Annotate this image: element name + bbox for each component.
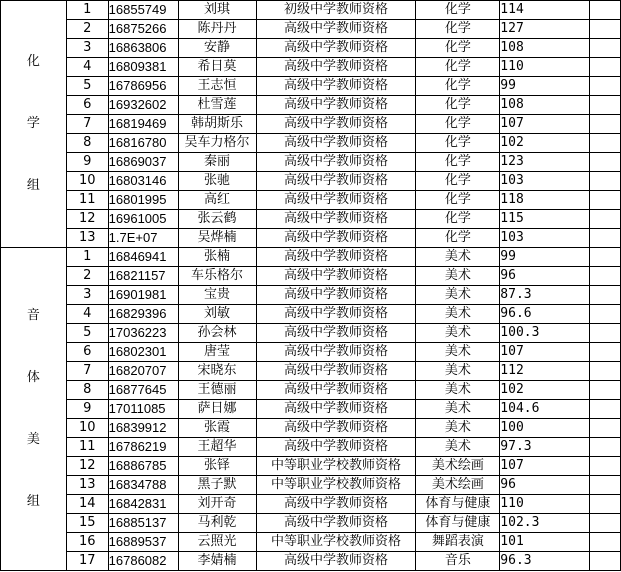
score-cell[interactable]: 104.6 [500, 400, 590, 419]
subject-cell[interactable]: 化学 [416, 58, 500, 77]
row-number-cell[interactable]: 12 [66, 210, 108, 229]
table-row [1, 552, 621, 571]
exam-id-cell[interactable]: 16809381 [108, 58, 178, 77]
table-row [1, 77, 621, 96]
qualification-cell[interactable]: 高级中学教师资格 [256, 20, 416, 39]
table-row [1, 1, 621, 20]
name-cell[interactable]: 唐莹 [178, 343, 256, 362]
empty-cell[interactable] [590, 191, 621, 210]
empty-cell[interactable] [590, 248, 621, 267]
qualification-cell[interactable]: 高级中学教师资格 [256, 267, 416, 286]
empty-cell[interactable] [590, 267, 621, 286]
row-number-cell[interactable]: 3 [66, 286, 108, 305]
table-row [1, 419, 621, 438]
subject-cell[interactable]: 化学 [416, 96, 500, 115]
row-number-cell[interactable]: 6 [66, 343, 108, 362]
exam-id-cell[interactable]: 16820707 [108, 362, 178, 381]
score-cell[interactable]: 103 [500, 172, 590, 191]
qualification-cell[interactable]: 高级中学教师资格 [256, 495, 416, 514]
qualification-cell[interactable]: 高级中学教师资格 [256, 172, 416, 191]
name-cell[interactable]: 秦丽 [178, 153, 256, 172]
table-row [1, 58, 621, 77]
empty-cell[interactable] [590, 210, 621, 229]
row-number-cell[interactable]: 2 [66, 267, 108, 286]
row-number-cell[interactable]: 7 [66, 115, 108, 134]
name-cell[interactable]: 韩胡斯乐 [178, 115, 256, 134]
score-cell[interactable]: 96 [500, 267, 590, 286]
subject-cell[interactable]: 化学 [416, 191, 500, 210]
exam-id-cell[interactable]: 16863806 [108, 39, 178, 58]
subject-cell[interactable]: 体育与健康 [416, 514, 500, 533]
exam-id-cell[interactable]: 16786219 [108, 438, 178, 457]
subject-cell[interactable]: 化学 [416, 115, 500, 134]
subject-cell[interactable]: 化学 [416, 134, 500, 153]
subject-cell[interactable]: 化学 [416, 20, 500, 39]
table-row [1, 286, 621, 305]
score-cell[interactable]: 101 [500, 533, 590, 552]
name-cell[interactable]: 刘敏 [178, 305, 256, 324]
exam-id-cell[interactable]: 16869037 [108, 153, 178, 172]
group-label-char: 学 [26, 116, 40, 131]
name-cell[interactable]: 马利乾 [178, 514, 256, 533]
table-row [1, 39, 621, 58]
exam-id-cell[interactable]: 16801995 [108, 191, 178, 210]
exam-id-cell[interactable]: 16885137 [108, 514, 178, 533]
qualification-cell[interactable]: 高级中学教师资格 [256, 77, 416, 96]
row-number-cell[interactable]: 6 [66, 96, 108, 115]
row-number-cell[interactable]: 14 [66, 495, 108, 514]
score-cell[interactable]: 115 [500, 210, 590, 229]
subject-cell[interactable]: 美术 [416, 362, 500, 381]
qualification-cell[interactable]: 高级中学教师资格 [256, 153, 416, 172]
empty-cell[interactable] [590, 96, 621, 115]
subject-cell[interactable]: 美术绘画 [416, 476, 500, 495]
table-row [1, 457, 621, 476]
exam-id-cell[interactable]: 16877645 [108, 381, 178, 400]
exam-id-cell[interactable]: 16803146 [108, 172, 178, 191]
exam-id-cell[interactable]: 16901981 [108, 286, 178, 305]
row-number-cell[interactable]: 16 [66, 533, 108, 552]
row-number-cell[interactable]: 7 [66, 362, 108, 381]
row-number-cell[interactable]: 5 [66, 324, 108, 343]
score-cell[interactable]: 96 [500, 476, 590, 495]
subject-cell[interactable]: 美术绘画 [416, 457, 500, 476]
score-cell[interactable]: 97.3 [500, 438, 590, 457]
empty-cell[interactable] [590, 476, 621, 495]
row-number-cell[interactable]: 15 [66, 514, 108, 533]
name-cell[interactable]: 王德丽 [178, 381, 256, 400]
qualification-cell[interactable]: 高级中学教师资格 [256, 58, 416, 77]
name-cell[interactable]: 刘琪 [178, 1, 256, 20]
table-row [1, 476, 621, 495]
empty-cell[interactable] [590, 134, 621, 153]
qualification-cell[interactable]: 中等职业学校教师资格 [256, 533, 416, 552]
row-number-cell[interactable]: 10 [66, 172, 108, 191]
table-row [1, 533, 621, 552]
group-label [1, 1, 67, 248]
empty-cell[interactable] [590, 362, 621, 381]
exam-id-cell[interactable]: 16819469 [108, 115, 178, 134]
empty-cell[interactable] [590, 552, 621, 571]
score-cell[interactable]: 107 [500, 115, 590, 134]
subject-cell[interactable]: 美术 [416, 343, 500, 362]
empty-cell[interactable] [590, 381, 621, 400]
table-row [1, 229, 621, 248]
exam-id-cell[interactable]: 1.7E+07 [108, 229, 178, 248]
exam-id-cell[interactable]: 16839912 [108, 419, 178, 438]
table-row [1, 115, 621, 134]
table-row [1, 267, 621, 286]
table-row [1, 134, 621, 153]
score-cell[interactable]: 110 [500, 58, 590, 77]
subject-cell[interactable]: 化学 [416, 77, 500, 96]
table-row [1, 400, 621, 419]
qualification-cell[interactable]: 高级中学教师资格 [256, 514, 416, 533]
table-row [1, 324, 621, 343]
name-cell[interactable]: 刘开奇 [178, 495, 256, 514]
name-cell[interactable]: 希日莫 [178, 58, 256, 77]
empty-cell[interactable] [590, 229, 621, 248]
subject-cell[interactable]: 美术 [416, 438, 500, 457]
empty-cell[interactable] [590, 286, 621, 305]
table-row [1, 20, 621, 39]
exam-id-cell[interactable]: 16829396 [108, 305, 178, 324]
table-row [1, 514, 621, 533]
name-cell[interactable]: 张楠 [178, 248, 256, 267]
empty-cell[interactable] [590, 20, 621, 39]
name-cell[interactable]: 张驰 [178, 172, 256, 191]
qualification-cell[interactable]: 中等职业学校教师资格 [256, 457, 416, 476]
qualification-cell[interactable]: 高级中学教师资格 [256, 134, 416, 153]
qualification-cell[interactable]: 高级中学教师资格 [256, 210, 416, 229]
qualification-cell[interactable]: 中等职业学校教师资格 [256, 476, 416, 495]
name-cell[interactable]: 张云鹤 [178, 210, 256, 229]
row-number-cell[interactable]: 5 [66, 77, 108, 96]
row-number-cell[interactable]: 3 [66, 39, 108, 58]
row-number-cell[interactable]: 1 [66, 248, 108, 267]
exam-id-cell[interactable]: 16932602 [108, 96, 178, 115]
table-row [1, 248, 621, 267]
table-row [1, 381, 621, 400]
exam-id-cell[interactable]: 16886785 [108, 457, 178, 476]
table-row [1, 305, 621, 324]
table-row [1, 362, 621, 381]
exam-id-cell[interactable]: 16889537 [108, 533, 178, 552]
score-cell[interactable]: 123 [500, 153, 590, 172]
row-number-cell[interactable]: 1 [66, 1, 108, 20]
score-cell[interactable]: 100 [500, 419, 590, 438]
row-number-cell[interactable]: 4 [66, 58, 108, 77]
name-cell[interactable]: 萨日娜 [178, 400, 256, 419]
row-number-cell[interactable]: 10 [66, 419, 108, 438]
qualification-cell[interactable]: 高级中学教师资格 [256, 438, 416, 457]
table-row [1, 210, 621, 229]
empty-cell[interactable] [590, 495, 621, 514]
score-cell[interactable]: 102.3 [500, 514, 590, 533]
empty-cell[interactable] [590, 1, 621, 20]
name-cell[interactable]: 吴车力格尔 [178, 134, 256, 153]
score-cell[interactable]: 100.3 [500, 324, 590, 343]
empty-cell[interactable] [590, 438, 621, 457]
qualification-cell[interactable]: 高级中学教师资格 [256, 96, 416, 115]
empty-cell[interactable] [590, 419, 621, 438]
score-cell[interactable]: 112 [500, 362, 590, 381]
name-cell[interactable]: 安静 [178, 39, 256, 58]
score-cell[interactable]: 102 [500, 381, 590, 400]
qualification-cell[interactable]: 高级中学教师资格 [256, 552, 416, 571]
score-cell[interactable]: 87.3 [500, 286, 590, 305]
group-label-char: 组 [26, 178, 40, 193]
name-cell[interactable]: 车乐格尔 [178, 267, 256, 286]
subject-cell[interactable]: 化学 [416, 229, 500, 248]
subject-cell[interactable]: 化学 [416, 210, 500, 229]
group-label-char: 音 [26, 308, 40, 323]
qualification-cell[interactable]: 高级中学教师资格 [256, 191, 416, 210]
qualification-cell[interactable]: 高级中学教师资格 [256, 286, 416, 305]
group-label-char: 化 [26, 54, 40, 69]
empty-cell[interactable] [590, 58, 621, 77]
row-number-cell[interactable]: 8 [66, 381, 108, 400]
qualification-cell[interactable]: 高级中学教师资格 [256, 305, 416, 324]
empty-cell[interactable] [590, 153, 621, 172]
name-cell[interactable]: 宝贵 [178, 286, 256, 305]
exam-id-cell[interactable]: 16855749 [108, 1, 178, 20]
row-number-cell[interactable]: 11 [66, 438, 108, 457]
qualification-cell[interactable]: 高级中学教师资格 [256, 343, 416, 362]
table-row [1, 172, 621, 191]
name-cell[interactable]: 黑子默 [178, 476, 256, 495]
empty-cell[interactable] [590, 39, 621, 58]
name-cell[interactable]: 吴烨楠 [178, 229, 256, 248]
row-number-cell[interactable]: 8 [66, 134, 108, 153]
qualification-cell[interactable]: 高级中学教师资格 [256, 400, 416, 419]
row-number-cell[interactable]: 13 [66, 229, 108, 248]
subject-cell[interactable]: 美术 [416, 286, 500, 305]
score-cell[interactable]: 96.6 [500, 305, 590, 324]
table-row [1, 191, 621, 210]
table-row [1, 495, 621, 514]
score-cell[interactable]: 103 [500, 229, 590, 248]
empty-cell[interactable] [590, 324, 621, 343]
exam-id-cell[interactable]: 16816780 [108, 134, 178, 153]
exam-id-cell[interactable]: 16961005 [108, 210, 178, 229]
table-row [1, 438, 621, 457]
row-number-cell[interactable]: 17 [66, 552, 108, 571]
empty-cell[interactable] [590, 533, 621, 552]
subject-cell[interactable]: 美术 [416, 267, 500, 286]
empty-cell[interactable] [590, 400, 621, 419]
qualification-cell[interactable]: 高级中学教师资格 [256, 362, 416, 381]
empty-cell[interactable] [590, 172, 621, 191]
empty-cell[interactable] [590, 305, 621, 324]
exam-id-cell[interactable]: 16842831 [108, 495, 178, 514]
table-row [1, 153, 621, 172]
name-cell[interactable]: 高红 [178, 191, 256, 210]
name-cell[interactable]: 陈丹丹 [178, 20, 256, 39]
name-cell[interactable]: 杜雪莲 [178, 96, 256, 115]
subject-cell[interactable]: 体育与健康 [416, 495, 500, 514]
exam-id-cell[interactable]: 16802301 [108, 343, 178, 362]
qualification-cell[interactable]: 高级中学教师资格 [256, 381, 416, 400]
score-cell[interactable]: 107 [500, 343, 590, 362]
qualification-cell[interactable]: 高级中学教师资格 [256, 419, 416, 438]
qualification-cell[interactable]: 高级中学教师资格 [256, 39, 416, 58]
name-cell[interactable]: 张铎 [178, 457, 256, 476]
empty-cell[interactable] [590, 343, 621, 362]
group-label-char: 组 [26, 494, 40, 509]
exam-id-cell[interactable]: 17036223 [108, 324, 178, 343]
name-cell[interactable]: 孙会林 [178, 324, 256, 343]
row-number-cell[interactable]: 9 [66, 400, 108, 419]
score-cell[interactable]: 99 [500, 77, 590, 96]
subject-cell[interactable]: 美术 [416, 305, 500, 324]
empty-cell[interactable] [590, 115, 621, 134]
subject-cell[interactable]: 美术 [416, 324, 500, 343]
empty-cell[interactable] [590, 457, 621, 476]
qualification-cell[interactable]: 高级中学教师资格 [256, 115, 416, 134]
empty-cell[interactable] [590, 514, 621, 533]
exam-id-cell[interactable]: 16875266 [108, 20, 178, 39]
exam-id-cell[interactable]: 16834788 [108, 476, 178, 495]
qualification-cell[interactable]: 高级中学教师资格 [256, 248, 416, 267]
name-cell[interactable]: 王超华 [178, 438, 256, 457]
qualification-cell[interactable]: 高级中学教师资格 [256, 324, 416, 343]
score-cell[interactable]: 114 [500, 1, 590, 20]
row-number-cell[interactable]: 9 [66, 153, 108, 172]
name-cell[interactable]: 张霞 [178, 419, 256, 438]
row-number-cell[interactable]: 4 [66, 305, 108, 324]
table-row [1, 96, 621, 115]
score-cell[interactable]: 99 [500, 248, 590, 267]
name-cell[interactable]: 李婧楠 [178, 552, 256, 571]
exam-id-cell[interactable]: 17011085 [108, 400, 178, 419]
subject-cell[interactable]: 美术 [416, 248, 500, 267]
score-cell[interactable]: 118 [500, 191, 590, 210]
score-cell[interactable]: 96.3 [500, 552, 590, 571]
name-cell[interactable]: 宋晓东 [178, 362, 256, 381]
exam-id-cell[interactable]: 16821157 [108, 267, 178, 286]
empty-cell[interactable] [590, 77, 621, 96]
score-cell[interactable]: 107 [500, 457, 590, 476]
score-cell[interactable]: 108 [500, 39, 590, 58]
score-cell[interactable]: 102 [500, 134, 590, 153]
row-number-cell[interactable]: 2 [66, 20, 108, 39]
group-label-char: 体 [26, 370, 40, 385]
row-number-cell[interactable]: 12 [66, 457, 108, 476]
group-label-char: 美 [26, 432, 40, 447]
score-cell[interactable]: 108 [500, 96, 590, 115]
score-cell[interactable]: 110 [500, 495, 590, 514]
subject-cell[interactable]: 舞蹈表演 [416, 533, 500, 552]
score-cell[interactable]: 127 [500, 20, 590, 39]
name-cell[interactable]: 王志恒 [178, 77, 256, 96]
row-number-cell[interactable]: 13 [66, 476, 108, 495]
subject-cell[interactable]: 化学 [416, 172, 500, 191]
qualification-cell[interactable]: 高级中学教师资格 [256, 229, 416, 248]
exam-id-cell[interactable]: 16786956 [108, 77, 178, 96]
subject-cell[interactable]: 化学 [416, 1, 500, 20]
group-label [1, 248, 67, 571]
exam-id-cell[interactable]: 16846941 [108, 248, 178, 267]
subject-cell[interactable]: 美术 [416, 400, 500, 419]
subject-cell[interactable]: 化学 [416, 153, 500, 172]
subject-cell[interactable]: 美术 [416, 381, 500, 400]
row-number-cell[interactable]: 11 [66, 191, 108, 210]
qualification-cell[interactable]: 初级中学教师资格 [256, 1, 416, 20]
table-row [1, 343, 621, 362]
subject-cell[interactable]: 美术 [416, 419, 500, 438]
exam-id-cell[interactable]: 16786082 [108, 552, 178, 571]
subject-cell[interactable]: 音乐 [416, 552, 500, 571]
subject-cell[interactable]: 化学 [416, 39, 500, 58]
name-cell[interactable]: 云照光 [178, 533, 256, 552]
